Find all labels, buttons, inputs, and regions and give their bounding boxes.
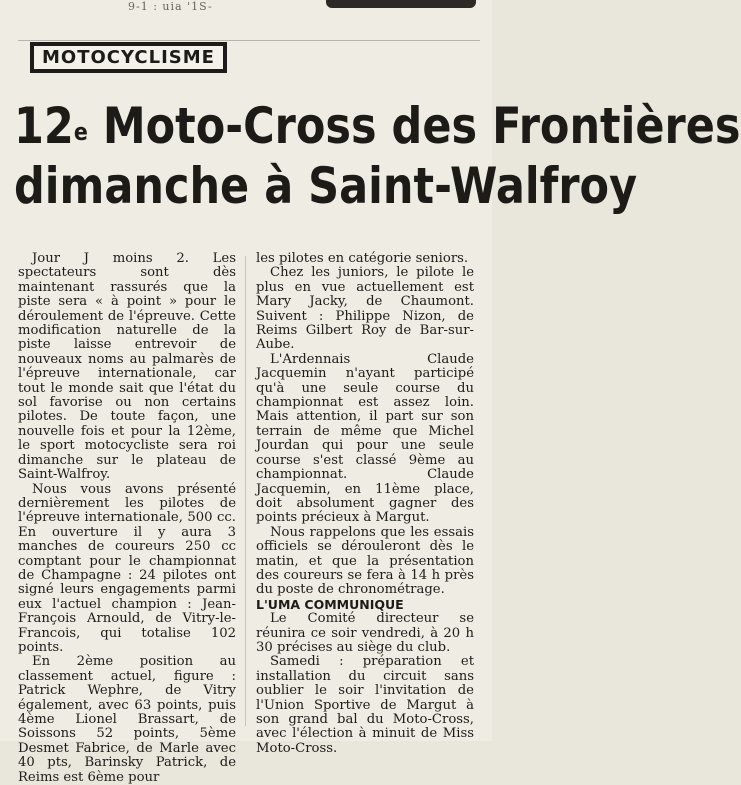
section-label: MOTOCYCLISME	[30, 42, 227, 73]
subheading: L'UMA COMMUNIQUE	[256, 596, 404, 612]
paragraph: L'Ardennais Claude Jacquemin n'ayant participé qu'à une seule course du championnat est assez loin. Mais attention, il part sur son terrain de même que Michel Jourdan qui pour une seule course s'est classé 9ème au championnat. Claude Jacquemin, en 11ème place, doit absolument gagner des points précieux à Margut.	[256, 351, 474, 526]
headline-line-1-text: Moto-Cross des Frontières	[87, 97, 741, 155]
paragraph: Le Comité directeur se réunira ce soir vendredi, à 20 h 30 précises au siège du club.	[256, 611, 474, 655]
ink-blot	[326, 0, 476, 8]
paragraph: Samedi : préparation et installation du circuit sans oublier le soir l'invitation de l'Union Sportive de Margut à son grand bal du Moto-Cross, avec l'élection à minuit de Miss Moto-Cross.	[256, 654, 474, 756]
column-right	[256, 252, 474, 756]
headline-line-2: dimanche à Saint-Walfroy	[14, 157, 638, 215]
top-rule	[18, 40, 480, 41]
paragraph: les pilotes en catégorie seniors.	[256, 251, 469, 266]
paragraph: En 2ème position au classement actuel, figure : Patrick Wephre, de Vitry également, avec 63 points, puis 4ème Lionel Brassart, de Soissons 52 points, 5ème Desmet Fabrice, de Marle avec 40 pts, Barinsky Patrick, de Reims est 6ème pour	[18, 654, 236, 785]
paragraph: Chez les juniors, le pilote le plus en vue actuellement est Mary Jacky, de Chaumont. Suivent : Philippe Nizon, de Reims Gilbert Roy de Bar-sur-Aube.	[256, 265, 474, 353]
paragraph: Nous rappelons que les essais officiels se dérouleront dès le matin, et que la présentation des coureurs se fera à 14 h près du poste de chronométrage.	[256, 524, 474, 598]
paragraph: Jour J moins 2. Les spectateurs sont dès maintenant rassurés que la piste sera « à point » pour le déroulement de l'épreuve. Cette modification naturelle de la piste laisse entrevoir de nouveaux noms au palmarès de l'épreuve internationale, car tout le monde sait que l'état du sol favorise ou non certains pilotes. De toute façon, une nouvelle fois et pour la 12ème, le sport motocycliste sera roi dimanche sur le plateau de Saint-Walfroy.	[18, 251, 236, 483]
paragraph: Nous vous avons présenté dernièrement les pilotes de l'épreuve internationale, 500 cc. En ouverture il y aura 3 manches de coureurs 250 cc comptant pour le championnat de Champagne : 24 pilotes ont signé leurs engagements parmi eux l'actuel champion : Jean-François Arnould, de Vitry-le-Francois, qui totalise 102 points.	[18, 481, 236, 655]
column-left	[18, 252, 236, 785]
headline-ordinal: e	[73, 118, 88, 146]
column-divider	[245, 256, 246, 726]
headline-line-1	[14, 96, 741, 156]
headline-number: 12	[14, 97, 74, 155]
headline	[14, 96, 741, 216]
torn-top-text: 9-1 : uia '1S-	[128, 0, 213, 13]
